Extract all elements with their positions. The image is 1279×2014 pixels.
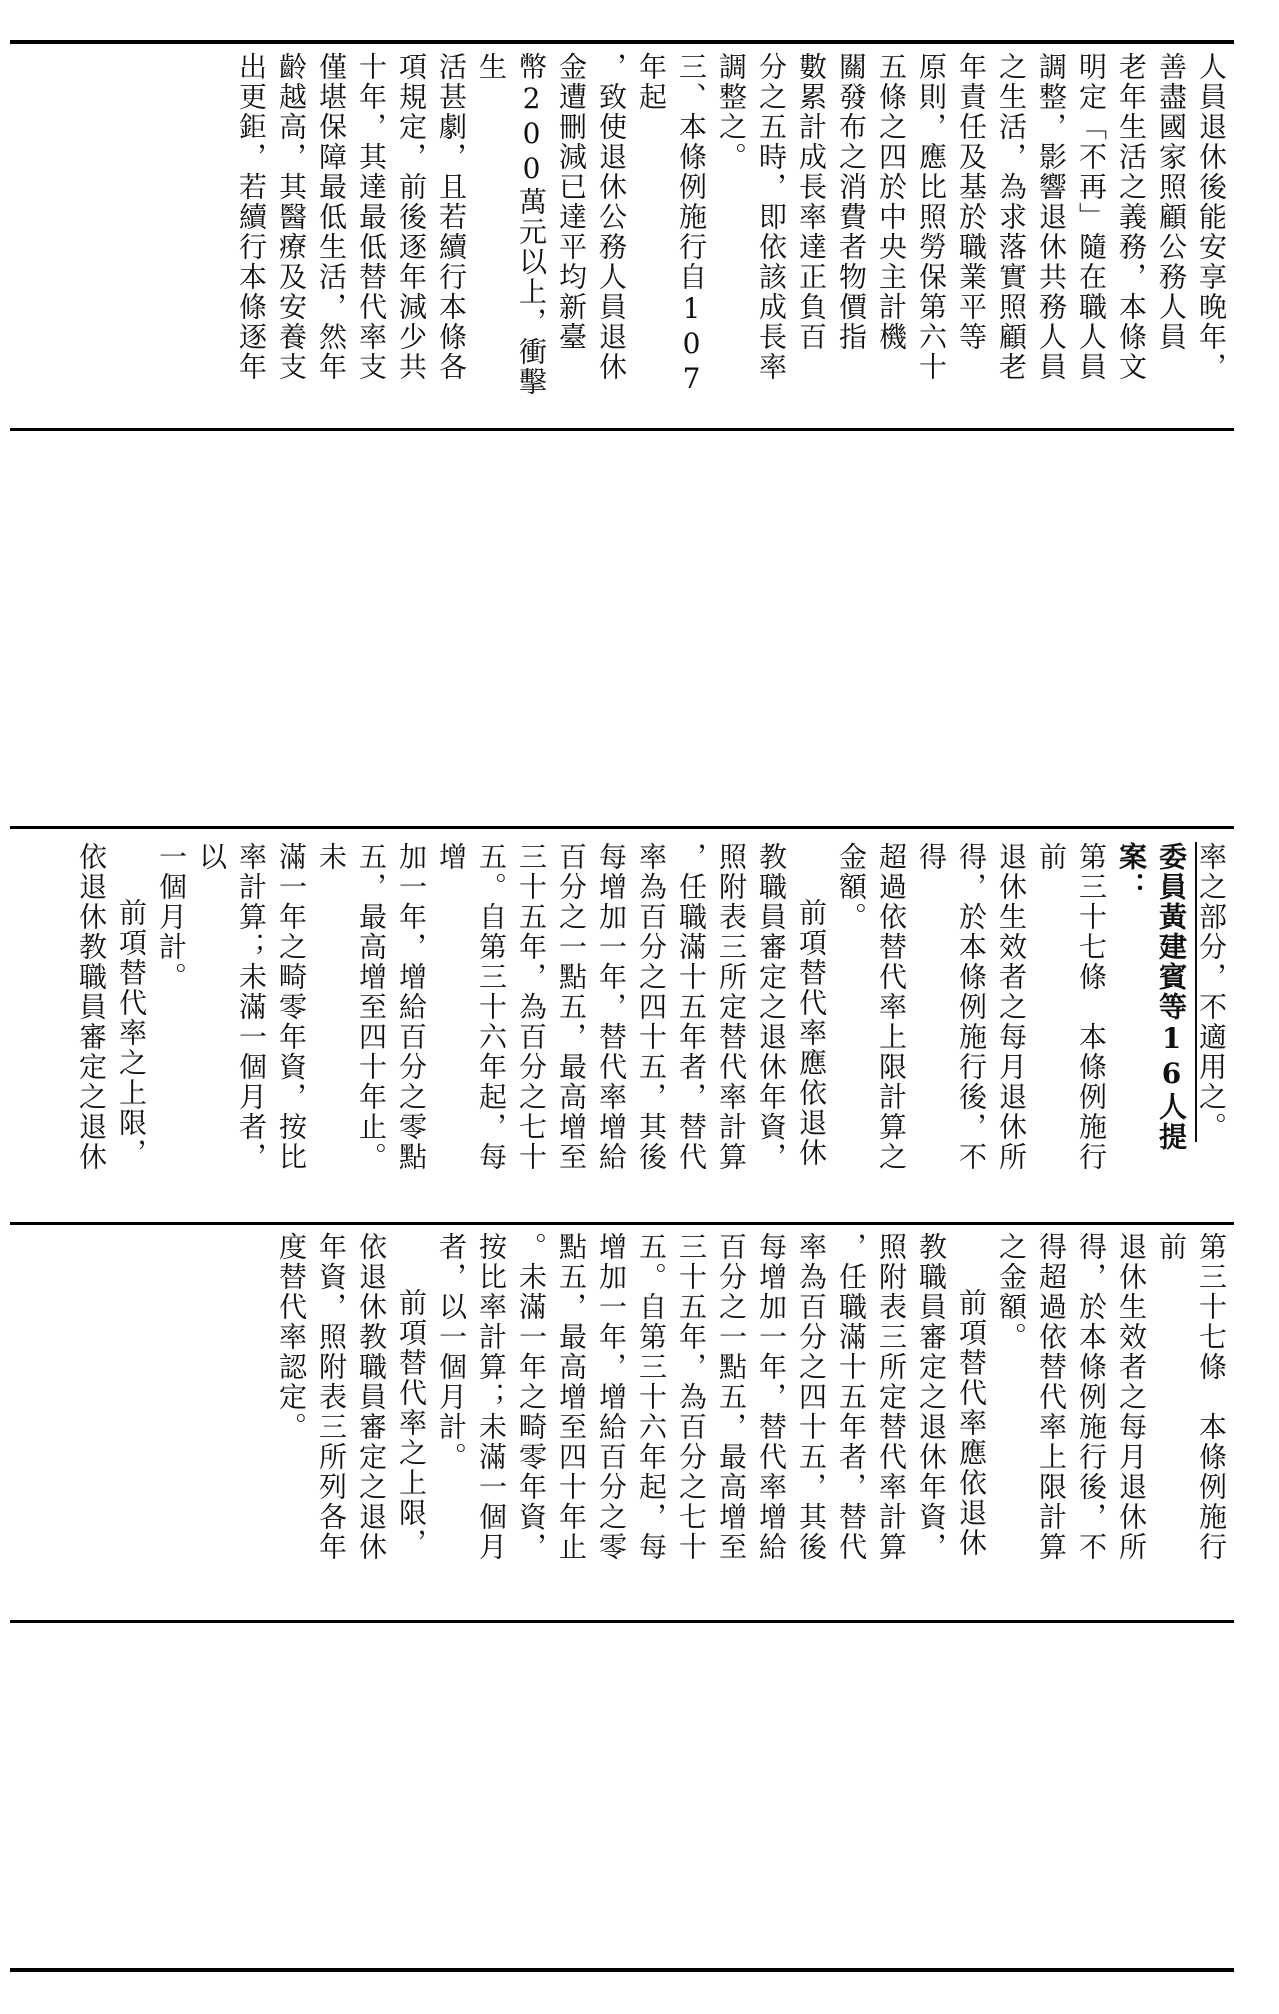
text-line: 百分之一點五，最高增至 [555, 842, 588, 1172]
text-line: 僅堪保障最低生活，然年 [315, 52, 348, 382]
text-line: 前項替代率應依退休 [795, 898, 828, 1168]
text-line: 善盡國家照顧公務人員 [1155, 52, 1188, 352]
text-line: 率為百分之四十五，其後 [635, 842, 668, 1172]
text-line: 金遭刪減已達平均新臺 [555, 52, 588, 352]
text-line: 率為百分之四十五，其後 [795, 1232, 828, 1562]
text-line: 五。自第三十六年起，每 [635, 1232, 668, 1562]
text-line: 金額。 [835, 842, 868, 932]
text-line: 三十五年，為百分之七十 [675, 1232, 708, 1562]
divider-rule-1 [10, 428, 1234, 431]
text-line: 得，於本條例施行後，不 [1075, 1232, 1108, 1562]
text-line: 關發布之消費者物價指 [835, 52, 868, 352]
text-line: 之金額。 [995, 1232, 1028, 1352]
text-line: 每增加一年，替代率增給 [595, 842, 628, 1172]
text-line: 得超過依替代率上限計算 [1035, 1232, 1068, 1562]
text-line: 滿一年之畸零年資，按比 [275, 842, 308, 1172]
text-line: 出更鉅，若續行本條逐年 [235, 52, 268, 382]
text-line: 原則，應比照勞保第六十 [915, 52, 948, 382]
text-line: 數累計成長率達正負百 [795, 52, 828, 352]
text-line: 年責任及基於職業平等 [955, 52, 988, 352]
text-line: 率計算；未滿一個月者，以 [195, 842, 268, 1172]
text-line: ，任職滿十五年者，替代 [675, 842, 708, 1172]
text-line: 齡越高，其醫療及安養支 [275, 52, 308, 382]
text-line: 一個月計。 [155, 842, 188, 992]
text-line: 退休生效者之每月退休所 [1115, 1232, 1148, 1562]
divider-rule-2 [10, 826, 1234, 829]
text-line: 三、本條例施行自107年起 [635, 52, 708, 397]
lower-panel [36, 1232, 1231, 1582]
text-line: 項規定，前後逐年減少共 [395, 52, 428, 382]
upper-panel [36, 52, 1231, 420]
text-line: 年資，照附表三所列各年 [315, 1232, 348, 1562]
text-line: 依退休教職員審定之退休 [355, 1232, 388, 1562]
text-line: 三十五年，為百分之七十 [515, 842, 548, 1172]
text-line: 明定「不再」隨在職人員 [1075, 52, 1108, 382]
text-line: 教職員審定之退休年資， [755, 842, 788, 1172]
text-line: 點五，最高增至四十年止 [555, 1232, 588, 1562]
text-line: 五條之四於中央主計機 [875, 52, 908, 352]
text-line: 前項替代率應依退休 [955, 1288, 988, 1558]
text-line: ，任職滿十五年者，替代 [835, 1232, 868, 1562]
text-line: 退休生效者之每月退休所 [995, 842, 1028, 1172]
text-line: 增加一年，增給百分之零 [595, 1232, 628, 1562]
text-line: 教職員審定之退休年資， [915, 1232, 948, 1562]
proposal-heading: 委員黃建賓等16人提案： [1115, 842, 1188, 1152]
text-line: 超過依替代率上限計算之 [875, 842, 908, 1172]
divider-rule-4 [10, 1620, 1234, 1623]
text-line: 幣200萬元以上，衝擊生 [475, 52, 548, 397]
text-line: 人員退休後能安享晚年， [1195, 52, 1228, 382]
text-line: 加一年，增給百分之零點 [395, 842, 428, 1172]
text-line: 老年生活之義務，本條文 [1115, 52, 1148, 382]
text-line: 得，於本條例施行後，不得 [915, 842, 988, 1172]
top-rule [10, 40, 1234, 44]
text-line: 度替代率認定。 [275, 1232, 308, 1442]
text-line: 活甚劇，且若續行本條各 [435, 52, 468, 382]
text-line: ，致使退休公務人員退休 [595, 52, 628, 382]
text-line: 依退休教職員審定之退休 [75, 842, 108, 1172]
text-line: 每增加一年，替代率增給 [755, 1232, 788, 1562]
text-line: 五，最高增至四十年止。未 [315, 842, 388, 1172]
middle-panel [36, 842, 1231, 1192]
article-heading: 第三十七條 本條例施行前 [1035, 842, 1108, 1172]
text-fragment: 率之部分，不適用之。 [1195, 842, 1228, 1142]
text-line: 五。自第三十六年起，每增 [435, 842, 508, 1172]
text-line: 調整，影響退休共務人員 [1035, 52, 1068, 382]
bottom-rule [10, 1968, 1234, 1972]
text-line: 者，以一個月計。 [435, 1232, 468, 1472]
text-line: 按比率計算；未滿一個月 [475, 1232, 508, 1562]
text-line: 。未滿一年之畸零年資， [515, 1232, 548, 1562]
text-line: 前項替代率之上限， [395, 1288, 428, 1558]
text-line: 分之五時，即依該成長率 [755, 52, 788, 382]
text-line: 前項替代率之上限， [115, 898, 148, 1168]
divider-rule-3 [10, 1222, 1234, 1225]
text-line: 十年，其達最低替代率支 [355, 52, 388, 382]
article-heading: 第三十七條 本條例施行前 [1155, 1232, 1228, 1562]
text-line: 照附表三所定替代率計算 [875, 1232, 908, 1562]
text-line: 百分之一點五，最高增至 [715, 1232, 748, 1562]
text-line: 之生活，為求落實照顧老 [995, 52, 1028, 382]
text-line: 調整之。 [715, 52, 748, 172]
text-line: 照附表三所定替代率計算 [715, 842, 748, 1172]
